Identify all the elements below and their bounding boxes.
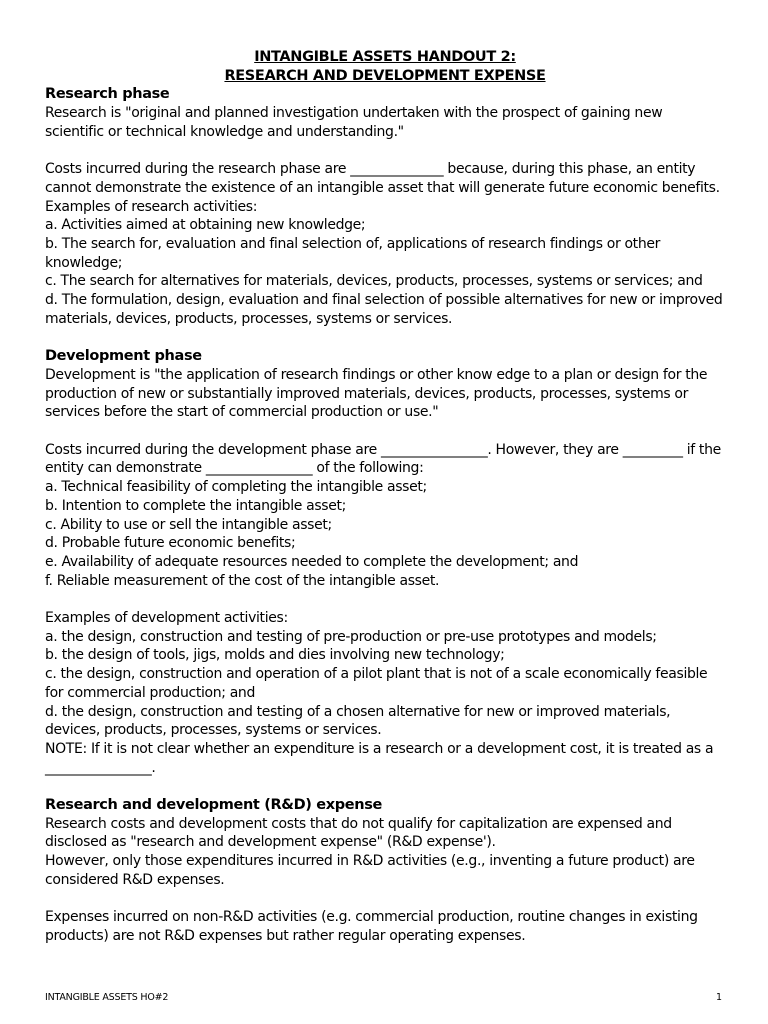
title-line-2: RESEARCH AND DEVELOPMENT EXPENSE xyxy=(224,67,546,84)
page-number: 1 xyxy=(716,992,723,1003)
research-costs: Costs incurred during the research phase are ______________ because, during this phase, an entity cannot demonstrate the existence of an intangible asset that will generate future economic benefits. xyxy=(45,161,720,196)
research-heading: Research phase xyxy=(45,86,170,103)
rd-paragraph-1: Research costs and development costs that do not qualify for capitalization are expensed and disclosed as "research and development expense" (R&D expense'). xyxy=(45,815,672,851)
development-example-b: b. the design of tools, jigs, molds and dies involving new technology; xyxy=(45,647,505,664)
criterion-d: d. Probable future economic benefits; xyxy=(45,535,296,552)
rd-heading: Research and development (R&D) expense xyxy=(45,797,382,814)
development-note: NOTE: If it is not clear whether an expenditure is a research or a development cost, it is treated as a ________________. xyxy=(45,740,714,776)
development-costs: Costs incurred during the development phase are ________________. However, they are _________ if the entity can demonstrate ________________ of the following: xyxy=(45,441,721,477)
criterion-b: b. Intention to complete the intangible asset; xyxy=(45,497,347,514)
document-page xyxy=(45,48,725,946)
criterion-f: f. Reliable measurement of the cost of the intangible asset. xyxy=(45,572,440,589)
criterion-c: c. Ability to use or sell the intangible asset; xyxy=(45,516,332,533)
research-example-c: c. The search for alternatives for materials, devices, products, processes, systems or services; and xyxy=(45,273,703,290)
rd-paragraph-3: Expenses incurred on non-R&D activities (e.g. commercial production, routine changes in existing products) are not R&D expenses but rather regular operating expenses. xyxy=(45,909,698,944)
criterion-e: e. Availability of adequate resources needed to complete the development; and xyxy=(45,553,579,570)
research-example-d: d. The formulation, design, evaluation and final selection of possible alternatives for new or improved materials, devices, products, processes, systems or services. xyxy=(45,292,723,327)
research-examples-label: Examples of research activities: xyxy=(45,198,258,215)
research-definition: Research is "original and planned investigation undertaken with the prospect of gaining new scientific or technical knowledge and understanding." xyxy=(45,105,663,140)
development-examples-label: Examples of development activities: xyxy=(45,610,288,627)
criterion-a: a. Technical feasibility of completing the intangible asset; xyxy=(45,479,427,496)
title-line-1: INTANGIBLE ASSETS HANDOUT 2: xyxy=(254,49,516,65)
development-example-c: c. the design, construction and operation of a pilot plant that is not of a scale economically feasible for commercial production; and xyxy=(45,666,708,701)
development-example-a: a. the design, construction and testing of pre-production or pre-use prototypes and models; xyxy=(45,628,657,645)
research-example-a: a. Activities aimed at obtaining new knowledge; xyxy=(45,217,366,234)
development-definition: Development is "the application of research findings or other know edge to a plan or design for the production of new or substantially improved materials, devices, products, processes, systems or services before the start of commercial production or use." xyxy=(45,366,708,421)
research-example-b: b. The search for, evaluation and final selection of, applications of research findings or other knowledge; xyxy=(45,236,661,271)
development-heading: Development phase xyxy=(45,348,202,365)
development-example-d: d. the design, construction and testing of a chosen alternative for new or improved materials, devices, products, processes, systems or services. xyxy=(45,703,671,739)
rd-paragraph-2: However, only those expenditures incurred in R&D activities (e.g., inventing a future product) are considered R&D expenses. xyxy=(45,853,695,888)
footer-label: INTANGIBLE ASSETS HO#2 xyxy=(45,992,169,1003)
